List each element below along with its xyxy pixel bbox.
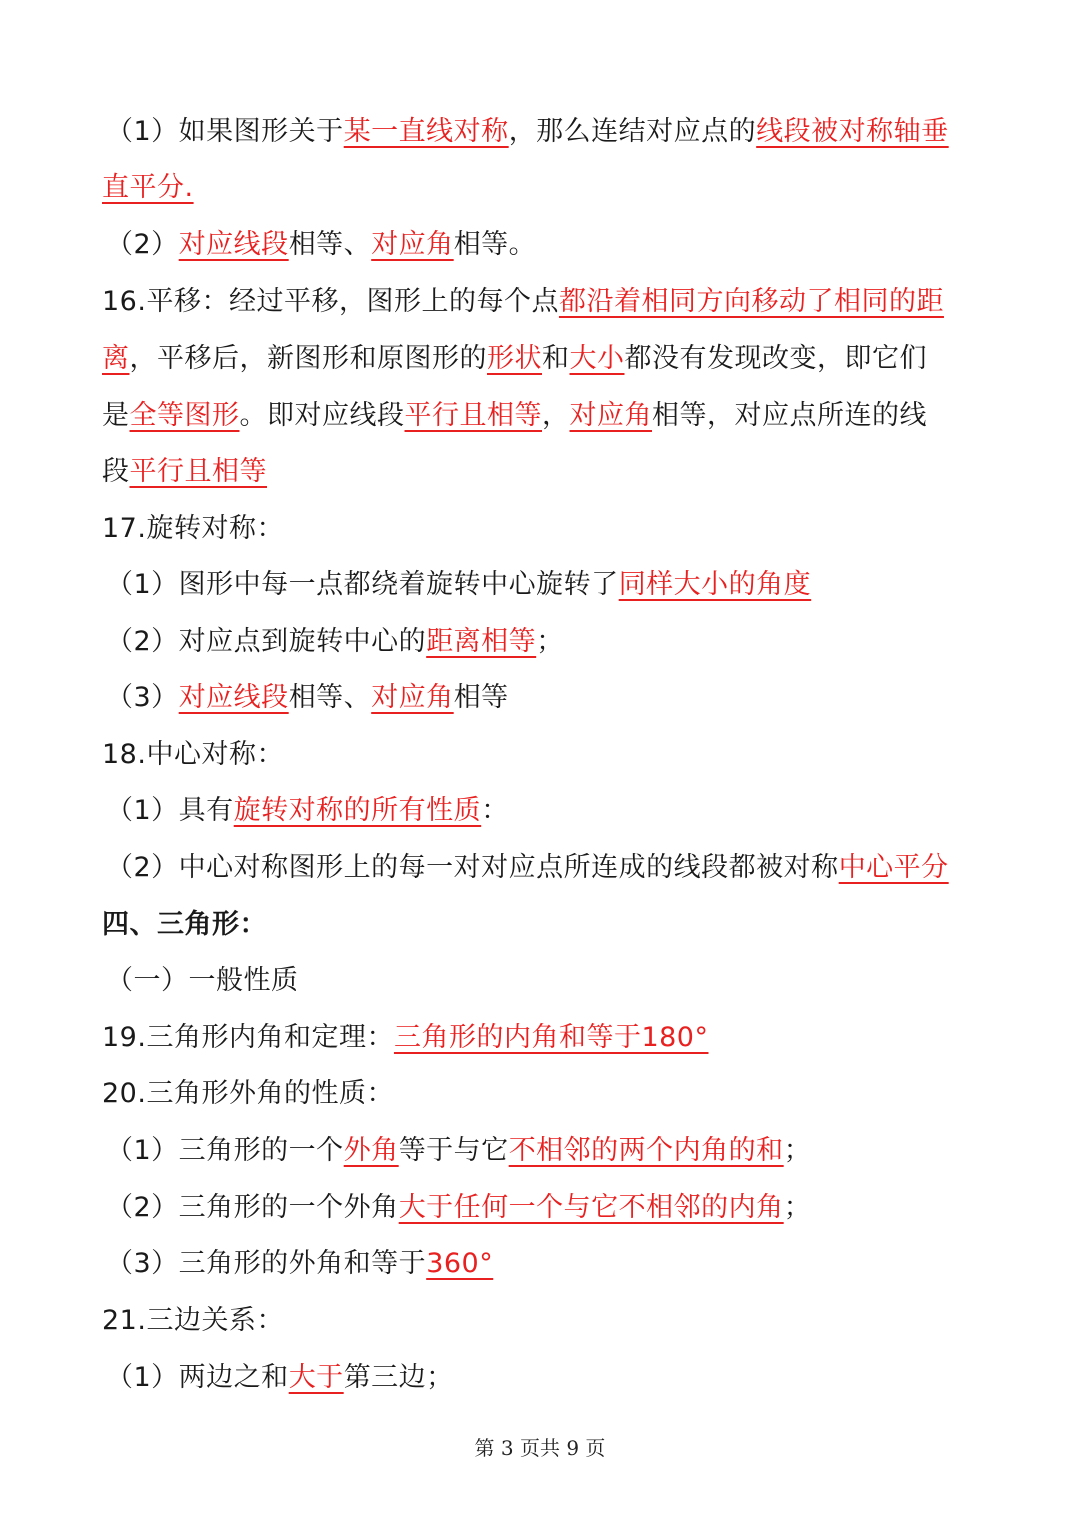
text-line <box>106 840 1080 896</box>
text-line <box>102 274 1080 330</box>
text-line <box>106 1236 1080 1292</box>
answer-text: 旋转对称的所有性质 <box>233 795 482 826</box>
line-text: ，那么连结对应点的 <box>508 116 757 147</box>
answer-text: 对应线段 <box>178 682 289 713</box>
line-text: 第三边； <box>343 1362 454 1393</box>
answer-text: 大于任何一个与它不相邻的内角 <box>398 1192 784 1223</box>
answer-text: 对应线段 <box>178 229 289 260</box>
answer-text: 形状 <box>487 343 542 374</box>
line-text: （2） <box>106 229 179 260</box>
answer-text: 对应角 <box>569 400 652 431</box>
answer-text: 离 <box>102 343 130 374</box>
text-line <box>102 388 1080 444</box>
line-text: 相等。 <box>453 229 537 260</box>
answer-text: 中心平分 <box>838 852 949 883</box>
line-text: （1）如果图形关于 <box>106 116 344 147</box>
text-line <box>106 614 1080 670</box>
text-line <box>102 501 1080 557</box>
answer-text: 360° <box>426 1248 494 1279</box>
answer-text: 平行且相等 <box>404 400 542 431</box>
text-line <box>102 1293 1080 1349</box>
text-line <box>102 897 1080 953</box>
text-line <box>102 160 1080 216</box>
line-text: ； <box>783 1135 812 1166</box>
answer-text: 某一直线对称 <box>343 116 509 147</box>
line-text: 都没有发现改变，即它们 <box>624 343 927 374</box>
line-text: （1）两边之和 <box>106 1362 289 1393</box>
text-line <box>106 670 1080 726</box>
line-text: ； <box>536 626 564 657</box>
answer-text: 直平分. <box>102 172 194 203</box>
text-line <box>106 104 1080 160</box>
answer-text: 都沿着相同方向移动了相同的距 <box>558 286 944 317</box>
line-text: 20.三角形外角的性质： <box>102 1078 394 1109</box>
answer-text: 平行且相等 <box>129 456 267 487</box>
line-text: 18.中心对称： <box>102 739 284 770</box>
line-text: 四、三角形： <box>102 909 267 940</box>
text-line <box>106 1123 1080 1179</box>
text-line <box>106 783 1080 839</box>
answer-text: 外角 <box>343 1135 399 1166</box>
line-text: （2）中心对称图形上的每一对对应点所连成的线段都被对称 <box>106 852 839 883</box>
line-text: ； <box>783 1192 812 1223</box>
line-text: 相等、 <box>288 229 372 260</box>
line-text: 相等，对应点所连的线 <box>652 400 927 431</box>
line-text: （2）对应点到旋转中心的 <box>106 626 427 657</box>
text-line <box>106 557 1080 613</box>
text-line <box>106 1350 1080 1406</box>
line-text: 16.平移：经过平移，图形上的每个点 <box>102 286 559 317</box>
answer-text: 对应角 <box>371 229 454 260</box>
text-line <box>102 1066 1080 1122</box>
text-line <box>102 1010 1080 1066</box>
answer-text: 线段被对称轴垂 <box>756 116 949 147</box>
line-text: （3）三角形的外角和等于 <box>106 1248 427 1279</box>
answer-text: 大于 <box>288 1362 344 1393</box>
page-footer: 第 3 页共 9 页 <box>474 1436 606 1460</box>
line-text: 21.三边关系： <box>102 1305 284 1336</box>
line-text: （一）一般性质 <box>106 965 299 996</box>
answer-text: 不相邻的两个内角的和 <box>508 1135 784 1166</box>
answer-text: 三角形的内角和等于180° <box>393 1022 709 1053</box>
text-line <box>102 727 1080 783</box>
text-line <box>106 1180 1080 1236</box>
line-text: 段 <box>102 456 130 487</box>
line-text: 和 <box>542 343 570 374</box>
line-text: 。即对应线段 <box>239 400 405 431</box>
answer-text: 全等图形 <box>129 400 240 431</box>
line-text: （1）三角形的一个 <box>106 1135 344 1166</box>
answer-text: 距离相等 <box>426 626 537 657</box>
line-text: 等于与它 <box>398 1135 509 1166</box>
line-text: （3） <box>106 682 179 713</box>
line-text: （2）三角形的一个外角 <box>106 1192 399 1223</box>
text-line <box>106 217 1080 273</box>
line-text: （1）图形中每一点都绕着旋转中心旋转了 <box>106 569 619 600</box>
text-line <box>106 953 1080 1009</box>
line-text: 是 <box>102 400 130 431</box>
line-text: ： <box>481 795 509 826</box>
text-line <box>102 444 1080 500</box>
line-text: 17.旋转对称： <box>102 513 284 544</box>
line-text: 相等、 <box>288 682 372 713</box>
answer-text: 对应角 <box>371 682 454 713</box>
line-text: 相等 <box>453 682 509 713</box>
line-text: ， <box>542 400 570 431</box>
line-text: ，平移后，新图形和原图形的 <box>129 343 487 374</box>
line-text: （1）具有 <box>106 795 234 826</box>
answer-text: 同样大小的角度 <box>618 569 812 600</box>
line-text: 19.三角形内角和定理： <box>102 1022 394 1053</box>
text-line <box>102 331 1080 387</box>
answer-text: 大小 <box>569 343 625 374</box>
